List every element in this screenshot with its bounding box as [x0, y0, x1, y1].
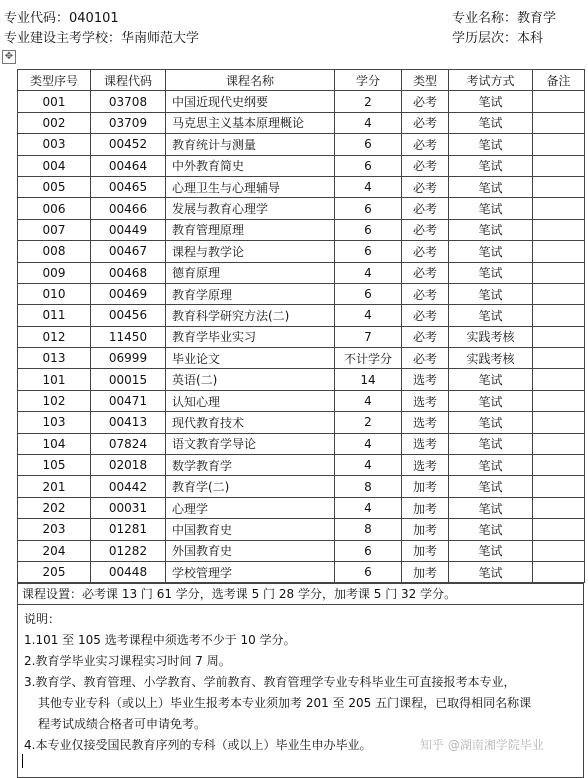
cell-name: 外国教育史: [166, 540, 335, 561]
cell-remark: [533, 241, 585, 262]
table-row: [18, 198, 585, 219]
cell-exam: 笔试: [449, 176, 533, 197]
cell-exam: 笔试: [449, 455, 533, 476]
cell-remark: [533, 348, 585, 369]
table-row: [18, 155, 585, 176]
cell-credit: 6: [335, 540, 402, 561]
cell-name: 教育学原理: [166, 283, 335, 304]
table-row: [18, 455, 585, 476]
cell-type: 加考: [402, 561, 449, 582]
table-row: [18, 390, 585, 411]
cell-name: 英语(二): [166, 369, 335, 390]
cell-seq: 004: [18, 155, 91, 176]
cell-seq: 007: [18, 219, 91, 240]
table-row: [18, 476, 585, 497]
cell-code: 11450: [91, 326, 166, 347]
table-row: [18, 540, 585, 561]
cell-credit: 4: [335, 176, 402, 197]
table-move-handle-icon[interactable]: ✥: [2, 50, 16, 64]
cell-name: 德育原理: [166, 262, 335, 283]
cell-seq: 202: [18, 497, 91, 518]
cell-type: 加考: [402, 476, 449, 497]
cell-remark: [533, 497, 585, 518]
note-item-continued: 其他专业专科（或以上）毕业生报考本专业须加考 201 至 205 五门课程，已取得相同名称课: [38, 696, 532, 710]
cell-name: 教育学毕业实习: [166, 326, 335, 347]
cell-code: 02018: [91, 455, 166, 476]
cell-code: 03709: [91, 112, 166, 133]
notes-title: 说明：: [24, 612, 61, 626]
cell-remark: [533, 455, 585, 476]
cell-exam: 笔试: [449, 219, 533, 240]
cell-exam: 笔试: [449, 540, 533, 561]
col-header-exam: 考试方式: [449, 70, 533, 91]
table-row: [18, 283, 585, 304]
cell-credit: 6: [335, 219, 402, 240]
cell-seq: 001: [18, 91, 91, 112]
cell-code: 01281: [91, 519, 166, 540]
cell-remark: [533, 561, 585, 582]
cell-remark: [533, 369, 585, 390]
cell-seq: 105: [18, 455, 91, 476]
cell-credit: 6: [335, 198, 402, 219]
cell-name: 毕业论文: [166, 348, 335, 369]
cell-seq: 010: [18, 283, 91, 304]
cell-credit: 6: [335, 561, 402, 582]
cell-credit: 14: [335, 369, 402, 390]
cell-name: 认知心理: [166, 390, 335, 411]
cell-remark: [533, 476, 585, 497]
cell-exam: 笔试: [449, 134, 533, 155]
cell-name: 中国近现代史纲要: [166, 91, 335, 112]
cell-seq: 205: [18, 561, 91, 582]
cell-exam: 笔试: [449, 198, 533, 219]
cell-type: 必考: [402, 348, 449, 369]
table-row: [18, 305, 585, 326]
cell-credit: 4: [335, 433, 402, 454]
cell-remark: [533, 262, 585, 283]
cell-remark: [533, 326, 585, 347]
cell-credit: 6: [335, 155, 402, 176]
table-row: [18, 561, 585, 582]
table-row: [18, 369, 585, 390]
note-item-continued: 程考试成绩合格者可申请免考。: [38, 717, 207, 731]
cell-seq: 012: [18, 326, 91, 347]
cell-remark: [533, 519, 585, 540]
cell-credit: 8: [335, 476, 402, 497]
cell-exam: 笔试: [449, 262, 533, 283]
cell-name: 心理卫生与心理辅导: [166, 176, 335, 197]
cell-remark: [533, 433, 585, 454]
cell-seq: 009: [18, 262, 91, 283]
col-header-credit: 学分: [335, 70, 402, 91]
cell-remark: [533, 283, 585, 304]
cell-type: 必考: [402, 134, 449, 155]
col-header-type: 类型: [402, 70, 449, 91]
note-item: 1.101 至 105 选考课程中须选考不少于 10 学分。: [24, 633, 296, 647]
watermark: 知乎 @湖南湘学院毕业: [420, 738, 544, 752]
text-cursor: [22, 754, 23, 768]
table-row: [18, 497, 585, 518]
table-row: [18, 519, 585, 540]
cell-credit: 7: [335, 326, 402, 347]
cell-name: 教育统计与测量: [166, 134, 335, 155]
table-row: [18, 326, 585, 347]
cell-type: 必考: [402, 326, 449, 347]
table-row: [18, 112, 585, 133]
cell-credit: 不计学分: [335, 348, 402, 369]
cell-remark: [533, 219, 585, 240]
cell-exam: 笔试: [449, 283, 533, 304]
cell-type: 加考: [402, 497, 449, 518]
cell-type: 必考: [402, 283, 449, 304]
cell-credit: 4: [335, 497, 402, 518]
cell-credit: 4: [335, 305, 402, 326]
cell-exam: 笔试: [449, 155, 533, 176]
cell-credit: 6: [335, 134, 402, 155]
cell-credit: 4: [335, 262, 402, 283]
cell-code: 03708: [91, 91, 166, 112]
cell-seq: 011: [18, 305, 91, 326]
cell-name: 课程与教学论: [166, 241, 335, 262]
cell-exam: 笔试: [449, 519, 533, 540]
cell-code: 00471: [91, 390, 166, 411]
cell-seq: 102: [18, 390, 91, 411]
col-header-name: 课程名称: [166, 70, 335, 91]
cell-credit: 4: [335, 390, 402, 411]
cell-code: 00468: [91, 262, 166, 283]
cell-name: 语文教育学导论: [166, 433, 335, 454]
cell-name: 中国教育史: [166, 519, 335, 540]
cell-code: 00456: [91, 305, 166, 326]
table-row: [18, 241, 585, 262]
cell-exam: 笔试: [449, 369, 533, 390]
cell-type: 必考: [402, 91, 449, 112]
cell-code: 00466: [91, 198, 166, 219]
cell-type: 必考: [402, 241, 449, 262]
cell-type: 必考: [402, 219, 449, 240]
cell-exam: 笔试: [449, 112, 533, 133]
cell-credit: 4: [335, 455, 402, 476]
cell-exam: 笔试: [449, 476, 533, 497]
cell-remark: [533, 412, 585, 433]
cell-seq: 103: [18, 412, 91, 433]
cell-seq: 203: [18, 519, 91, 540]
cell-code: 00452: [91, 134, 166, 155]
cell-exam: 笔试: [449, 305, 533, 326]
cell-seq: 013: [18, 348, 91, 369]
cell-remark: [533, 91, 585, 112]
cell-exam: 实践考核: [449, 326, 533, 347]
education-level: 学历层次：本科: [452, 31, 544, 46]
cell-type: 加考: [402, 540, 449, 561]
cell-code: 00464: [91, 155, 166, 176]
note-item: 2.教育学毕业实习课程实习时间 7 周。: [24, 654, 231, 668]
cell-name: 学校管理学: [166, 561, 335, 582]
cell-seq: 005: [18, 176, 91, 197]
cell-name: 教育科学研究方法(二): [166, 305, 335, 326]
cell-credit: 4: [335, 112, 402, 133]
cell-seq: 204: [18, 540, 91, 561]
cell-seq: 008: [18, 241, 91, 262]
cell-code: 00465: [91, 176, 166, 197]
cell-code: 00449: [91, 219, 166, 240]
cell-seq: 006: [18, 198, 91, 219]
cell-code: 06999: [91, 348, 166, 369]
cell-remark: [533, 305, 585, 326]
col-header-seq: 类型序号: [18, 70, 91, 91]
cell-code: 00469: [91, 283, 166, 304]
cell-exam: 笔试: [449, 561, 533, 582]
cell-type: 加考: [402, 519, 449, 540]
cell-exam: 笔试: [449, 497, 533, 518]
cell-credit: 2: [335, 91, 402, 112]
cell-remark: [533, 112, 585, 133]
cell-remark: [533, 176, 585, 197]
cell-type: 选考: [402, 412, 449, 433]
cell-remark: [533, 134, 585, 155]
cell-credit: 6: [335, 241, 402, 262]
cell-exam: 笔试: [449, 433, 533, 454]
table-row: [18, 262, 585, 283]
major-name: 专业名称：教育学: [452, 11, 557, 26]
cell-code: 00413: [91, 412, 166, 433]
course-summary: 课程设置：必考课 13 门 61 学分，选考课 5 门 28 学分，加考课 5 门 32 学分。: [17, 583, 584, 605]
cell-type: 必考: [402, 155, 449, 176]
cell-code: 00448: [91, 561, 166, 582]
table-row: [18, 433, 585, 454]
university: 专业建设主考学校：华南师范大学: [4, 31, 200, 46]
cell-exam: 笔试: [449, 390, 533, 411]
cell-name: 心理学: [166, 497, 335, 518]
cell-remark: [533, 198, 585, 219]
cell-code: 01282: [91, 540, 166, 561]
cell-credit: 8: [335, 519, 402, 540]
cell-exam: 实践考核: [449, 348, 533, 369]
cell-type: 必考: [402, 262, 449, 283]
note-item: 3.教育学、教育管理、小学教育、学前教育、教育管理学专业专科毕业生可直接报考本专业，: [24, 675, 516, 689]
cell-seq: 101: [18, 369, 91, 390]
table-row: [18, 412, 585, 433]
cell-seq: 003: [18, 134, 91, 155]
table-row: [18, 134, 585, 155]
table-row: [18, 219, 585, 240]
cell-type: 必考: [402, 305, 449, 326]
cell-exam: 笔试: [449, 412, 533, 433]
cell-name: 中外教育简史: [166, 155, 335, 176]
cell-name: 教育学(二): [166, 476, 335, 497]
note-item: 4.本专业仅接受国民教育序列的专科（或以上）毕业生申办毕业。: [24, 738, 372, 752]
cell-code: 00467: [91, 241, 166, 262]
cell-exam: 笔试: [449, 241, 533, 262]
col-header-code: 课程代码: [91, 70, 166, 91]
cell-name: 马克思主义基本原理概论: [166, 112, 335, 133]
cell-code: 00442: [91, 476, 166, 497]
table-header-row: [18, 70, 585, 91]
cell-type: 选考: [402, 433, 449, 454]
table-row: [18, 348, 585, 369]
table-row: [18, 176, 585, 197]
cell-credit: 2: [335, 412, 402, 433]
table-row: [18, 91, 585, 112]
cell-seq: 104: [18, 433, 91, 454]
cell-seq: 002: [18, 112, 91, 133]
cell-code: 00031: [91, 497, 166, 518]
cell-seq: 201: [18, 476, 91, 497]
cell-type: 选考: [402, 455, 449, 476]
course-table: [17, 69, 585, 583]
cell-name: 发展与教育心理学: [166, 198, 335, 219]
cell-type: 必考: [402, 198, 449, 219]
cell-name: 现代教育技术: [166, 412, 335, 433]
cell-remark: [533, 155, 585, 176]
cell-remark: [533, 390, 585, 411]
cell-name: 数学教育学: [166, 455, 335, 476]
cell-type: 选考: [402, 390, 449, 411]
cell-type: 必考: [402, 112, 449, 133]
cell-type: 必考: [402, 176, 449, 197]
cell-remark: [533, 540, 585, 561]
cell-exam: 笔试: [449, 91, 533, 112]
cell-code: 07824: [91, 433, 166, 454]
cell-credit: 6: [335, 283, 402, 304]
cell-name: 教育管理原理: [166, 219, 335, 240]
col-header-remark: 备注: [533, 70, 585, 91]
cell-code: 00015: [91, 369, 166, 390]
major-code: 专业代码：040101: [4, 11, 119, 26]
cell-type: 选考: [402, 369, 449, 390]
